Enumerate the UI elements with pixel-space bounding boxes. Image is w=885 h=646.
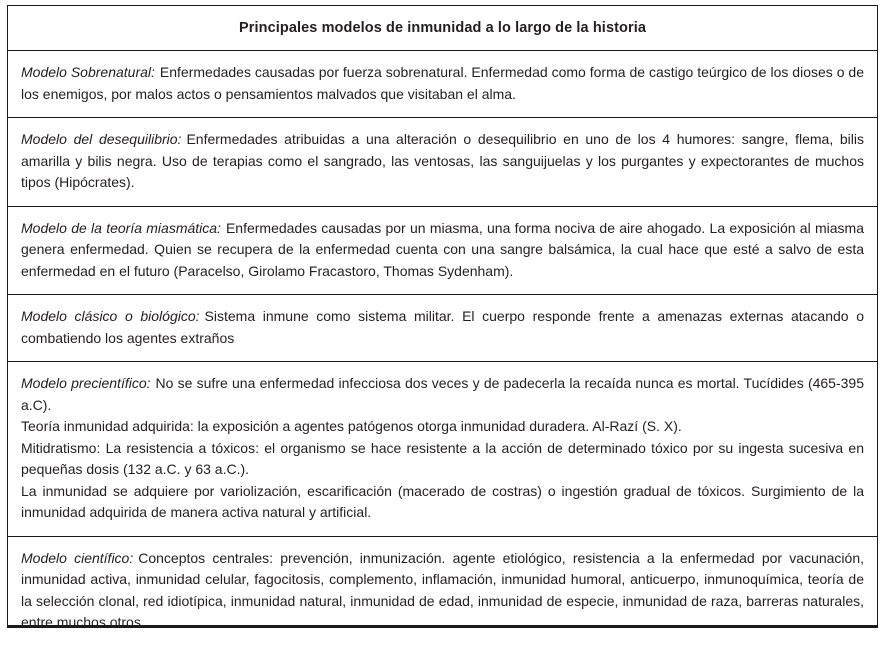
- row-text: Mitidratismo: La resistencia a tóxicos: el organismo se hace resistente a la acción de determinado tóxico por su ingesta sucesiva en pequeñas dosis (132 a.C. y 63 a.C.).: [21, 439, 864, 477]
- model-description: Enfermedades causadas por fuerza sobrenatural. Enfermedad como forma de castigo teúrgico de los dioses o de los enemigos, por malos actos o pensamientos malvados que visitaban el alma.: [21, 64, 864, 102]
- table-row-miasma-model: [8, 207, 877, 296]
- model-label: Modelo clásico o biológico:: [21, 308, 200, 324]
- row-text: [21, 306, 864, 349]
- row-text: [21, 62, 864, 105]
- table-row-classic-biological-model: [8, 295, 877, 362]
- model-description: Sistema inmune como sistema militar. El cuerpo responde frente a amenazas externas atacando o combatiendo los agentes extraños: [21, 308, 864, 346]
- model-description: Enfermedades atribuidas a una alteración o desequilibrio en uno de los 4 humores: sangre, flema, bilis amarilla y bilis negra. Uso de terapias como el sangrado, las ventosas, las sanguijuelas y los purgantes y expectorantes de muchos tipos (Hipócrates).: [21, 131, 865, 190]
- immunity-models-table: [7, 5, 878, 628]
- row-text: [21, 129, 864, 194]
- model-description: Enfermedades causadas por un miasma, una forma nociva de aire ahogado. La exposición al miasma genera enfermedad. Quien se recupera de la enfermedad cuenta con una sangre balsámica, la cual hace que esté a salvo de esta enfermedad en el futuro (Paracelso, Girolamo Fracastoro, Thomas Sydenham).: [21, 219, 864, 279]
- table-row-supernatural-model: [8, 51, 877, 118]
- row-text: [21, 373, 864, 416]
- row-text: Teoría inmunidad adquirida: la exposición a agentes patógenos otorga inmunidad duradera. Al-Razí (S. X).: [21, 418, 682, 434]
- table-row-scientific-model: [8, 537, 877, 646]
- row-text: [21, 218, 864, 283]
- model-label: Modelo Sobrenatural:: [21, 64, 155, 80]
- model-label: Modelo precientífico:: [21, 375, 151, 391]
- table-title: Principales modelos de inmunidad a lo largo de la historia: [8, 6, 877, 51]
- model-description: No se sufre una enfermedad infecciosa dos veces y de padecerla la recaída nunca es mortal. Tucídides (465-395 a.C).: [21, 375, 864, 413]
- row-text: La inmunidad se adquiere por variolización, escarificación (macerado de costras) o ingestión gradual de tóxicos. Surgimiento de la inmunidad adquirida de manera activa natural y artificial.: [21, 482, 864, 520]
- table-row-prescientific-model: [8, 362, 877, 537]
- model-label: Modelo del desequilibrio:: [21, 131, 182, 147]
- model-label: Modelo científico:: [21, 549, 134, 566]
- model-description: Conceptos centrales: prevención, inmunización. agente etiológico, resistencia a la enfermedad por vacunación, inmunidad activa, inmunidad celular, fagocitosis, complemento, inflamación, inmunidad humoral, anticuerpo, inmunoquímica, teoría de la selección clonal, red idiotípica, inmunidad natural, inmunidad de edad, inmunidad de especie, inmunidad de raza, barreras naturales, entre muchos otros.: [21, 549, 864, 630]
- row-text: [21, 548, 864, 634]
- model-label: Modelo de la teoría miasmática:: [21, 219, 221, 236]
- table-row-imbalance-model: [8, 118, 877, 207]
